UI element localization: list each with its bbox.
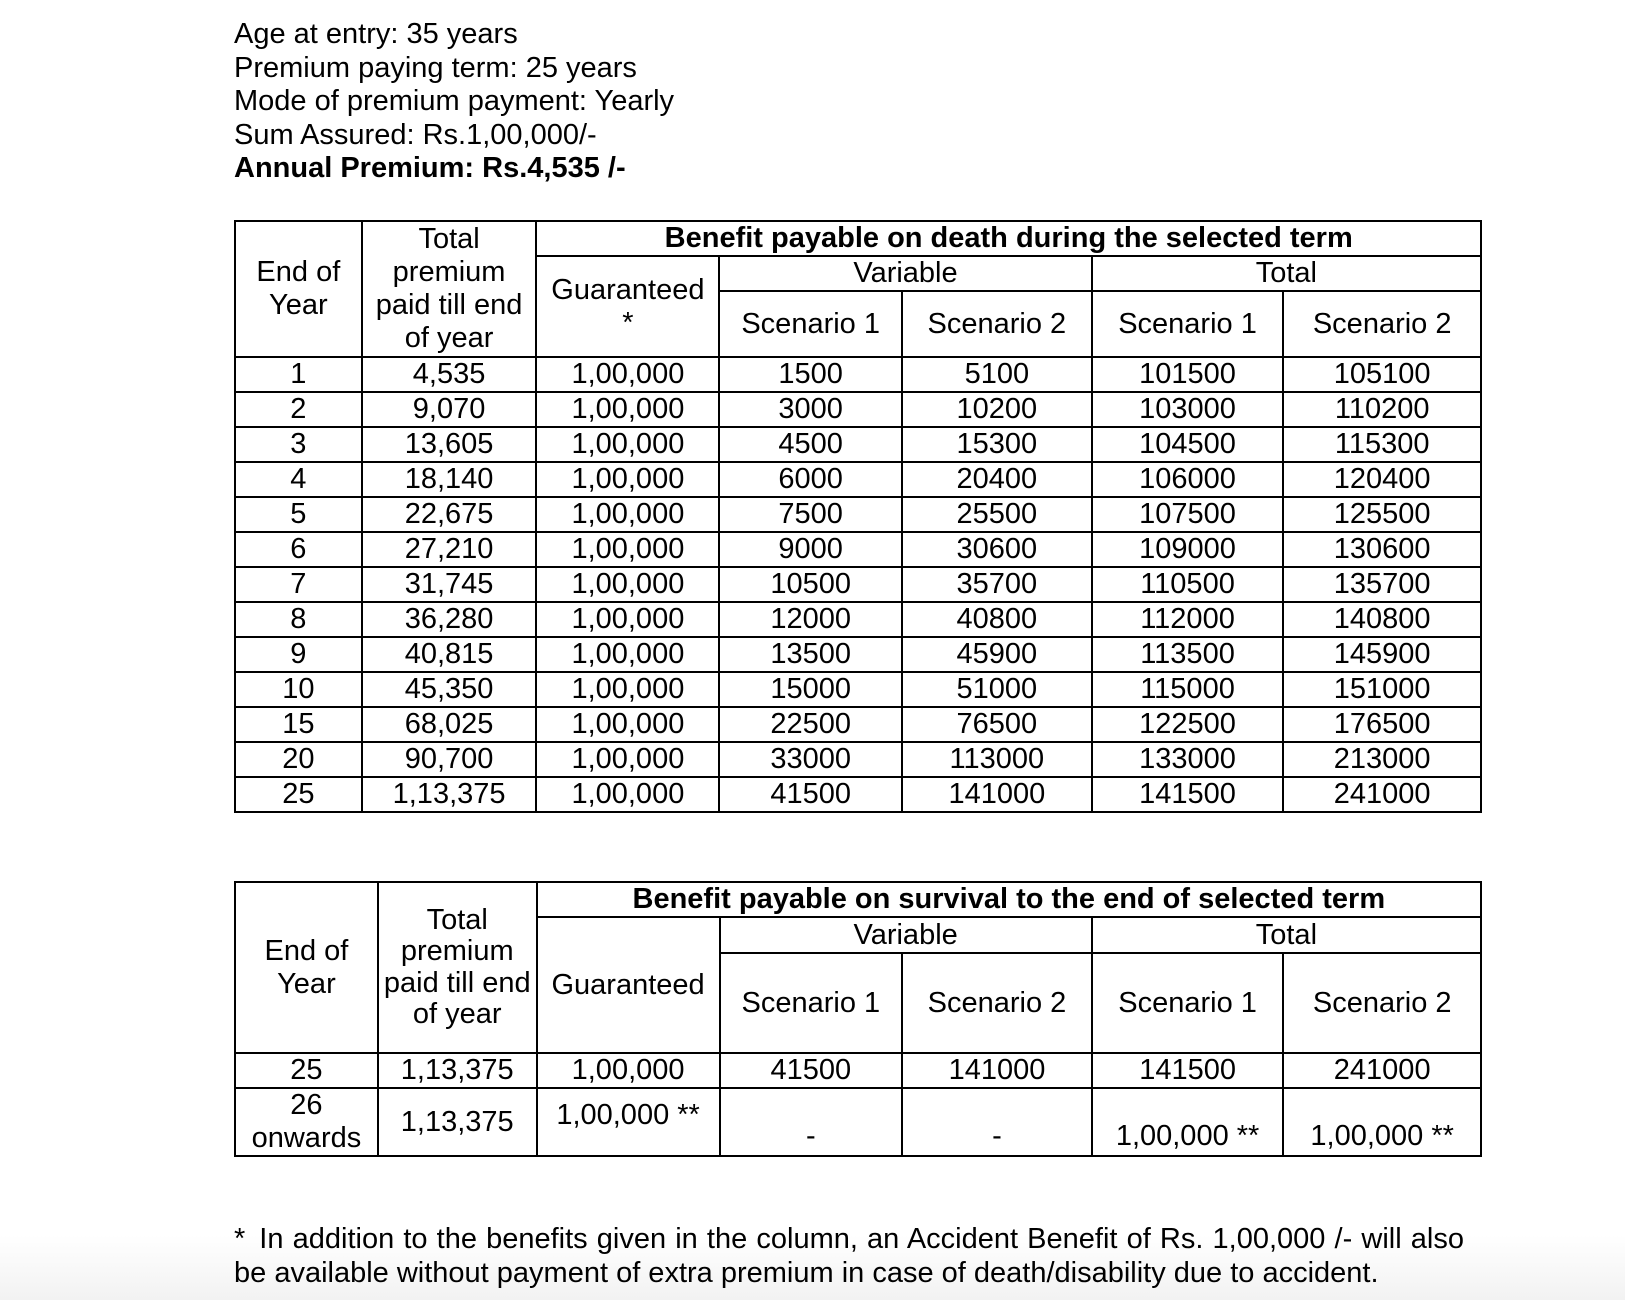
cell-total-s1: 1,00,000 **	[1092, 1088, 1284, 1156]
cell-total-s1: 112000	[1092, 602, 1284, 637]
cell-year: 10	[235, 672, 362, 707]
cell-year: 6	[235, 532, 362, 567]
cell-total-s2: 105100	[1283, 357, 1481, 392]
header-total-scenario-2: Scenario 2	[1283, 291, 1481, 357]
cell-variable-s1: -	[720, 1088, 903, 1156]
cell-variable-s1: 13500	[719, 637, 902, 672]
cell-total-s1: 106000	[1092, 462, 1284, 497]
cell-total-s1: 107500	[1092, 497, 1284, 532]
premium-paying-term: Premium paying term: 25 years	[234, 51, 637, 84]
cell-total-s1: 103000	[1092, 392, 1284, 427]
cell-guaranteed: 1,00,000	[536, 637, 719, 672]
header-end-of-year: End of Year	[235, 882, 378, 1053]
cell-year: 25	[235, 777, 362, 812]
cell-variable-s1: 1500	[719, 357, 902, 392]
cell-year: 5	[235, 497, 362, 532]
cell-premium: 1,13,375	[378, 1053, 537, 1088]
cell-total-s2: 115300	[1283, 427, 1481, 462]
cell-guaranteed: 1,00,000	[536, 707, 719, 742]
table-row	[235, 637, 1481, 672]
cell-variable-s1: 7500	[719, 497, 902, 532]
cell-year: 8	[235, 602, 362, 637]
header-total: Total	[1092, 256, 1481, 291]
header-total-scenario-1: Scenario 1	[1092, 291, 1284, 357]
cell-year: 3	[235, 427, 362, 462]
table-row	[235, 532, 1481, 567]
cell-total-s2: 145900	[1283, 637, 1481, 672]
cell-total-s1: 141500	[1092, 1053, 1284, 1088]
cell-variable-s1: 3000	[719, 392, 902, 427]
header-total-premium: Total premium paid till end of year	[362, 221, 537, 357]
cell-variable-s1: 9000	[719, 532, 902, 567]
header-variable-scenario-1: Scenario 1	[719, 291, 902, 357]
header-variable-scenario-1: Scenario 1	[720, 953, 903, 1053]
cell-guaranteed: 1,00,000	[536, 672, 719, 707]
cell-year: 25	[235, 1053, 378, 1088]
cell-variable-s2: 5100	[902, 357, 1092, 392]
death-benefit-table	[234, 220, 1482, 813]
cell-total-s1: 101500	[1092, 357, 1284, 392]
cell-variable-s2: 10200	[902, 392, 1092, 427]
policy-info	[234, 18, 674, 186]
table-row	[235, 497, 1481, 532]
cell-total-s1: 122500	[1092, 707, 1284, 742]
cell-variable-s2: 40800	[902, 602, 1092, 637]
cell-variable-s2: 25500	[902, 497, 1092, 532]
cell-total-s2: 140800	[1283, 602, 1481, 637]
cell-year: 1	[235, 357, 362, 392]
footnote-text: In addition to the benefits given in the column, an Accident Benefit of Rs. 1,00,000 /- will also be available without payment of extra premium in case of death/disability due to accident.	[234, 1223, 1464, 1289]
survival-benefit-table	[234, 881, 1482, 1157]
cell-premium: 45,350	[362, 672, 537, 707]
cell-premium: 1,13,375	[362, 777, 537, 812]
cell-total-s1: 133000	[1092, 742, 1284, 777]
cell-year: 15	[235, 707, 362, 742]
cell-year: 7	[235, 567, 362, 602]
header-variable-scenario-2: Scenario 2	[902, 291, 1092, 357]
cell-premium: 22,675	[362, 497, 537, 532]
cell-guaranteed: 1,00,000	[536, 497, 719, 532]
cell-variable-s2: 45900	[902, 637, 1092, 672]
cell-guaranteed: 1,00,000	[536, 777, 719, 812]
cell-total-s2: 241000	[1283, 777, 1481, 812]
table-row	[235, 742, 1481, 777]
header-guaranteed	[536, 256, 719, 357]
header-guaranteed: Guaranteed	[537, 917, 720, 1053]
cell-variable-s1: 15000	[719, 672, 902, 707]
cell-total-s2: 151000	[1283, 672, 1481, 707]
cell-total-s1: 110500	[1092, 567, 1284, 602]
header-total-premium: Total premium paid till end of year	[378, 882, 537, 1053]
cell-premium: 31,745	[362, 567, 537, 602]
cell-variable-s2: 20400	[902, 462, 1092, 497]
cell-guaranteed: 1,00,000	[536, 602, 719, 637]
header-end-of-year: End of Year	[235, 221, 362, 357]
cell-total-s2: 130600	[1283, 532, 1481, 567]
cell-variable-s1: 33000	[719, 742, 902, 777]
table-row	[235, 777, 1481, 812]
age-at-entry: Age at entry: 35 years	[234, 18, 518, 50]
table-row	[235, 462, 1481, 497]
cell-year: 26 onwards	[235, 1088, 378, 1156]
cell-total-s1: 115000	[1092, 672, 1284, 707]
cell-guaranteed: 1,00,000	[536, 532, 719, 567]
cell-premium: 4,535	[362, 357, 537, 392]
table-row	[235, 392, 1481, 427]
header-variable-scenario-2: Scenario 2	[902, 953, 1092, 1053]
table-row	[235, 567, 1481, 602]
asterisk-marker: *	[622, 306, 634, 339]
cell-premium: 90,700	[362, 742, 537, 777]
table-row	[235, 1053, 1481, 1088]
annual-premium: Annual Premium: Rs.4,535 /-	[234, 152, 626, 184]
cell-variable-s2: 141000	[902, 1053, 1092, 1088]
cell-total-s2: 125500	[1283, 497, 1481, 532]
cell-total-s1: 104500	[1092, 427, 1284, 462]
header-total-scenario-1: Scenario 1	[1092, 953, 1284, 1053]
cell-variable-s1: 10500	[719, 567, 902, 602]
cell-total-s2: 1,00,000 **	[1283, 1088, 1481, 1156]
cell-premium: 9,070	[362, 392, 537, 427]
table-row	[235, 602, 1481, 637]
cell-guaranteed: 1,00,000	[536, 392, 719, 427]
mode-of-payment: Mode of premium payment: Yearly	[234, 85, 675, 117]
cell-guaranteed: 1,00,000	[536, 357, 719, 392]
cell-variable-s1: 22500	[719, 707, 902, 742]
cell-variable-s2: 30600	[902, 532, 1092, 567]
header-total-scenario-2: Scenario 2	[1283, 953, 1481, 1053]
cell-premium: 13,605	[362, 427, 537, 462]
cell-guaranteed: 1,00,000	[536, 742, 719, 777]
cell-year: 4	[235, 462, 362, 497]
cell-variable-s2: 35700	[902, 567, 1092, 602]
cell-variable-s2: 15300	[902, 427, 1092, 462]
cell-variable-s1: 6000	[719, 462, 902, 497]
cell-premium: 1,13,375	[378, 1088, 537, 1156]
table-row	[235, 357, 1481, 392]
cell-variable-s2: 113000	[902, 742, 1092, 777]
footnote-marker: *	[234, 1223, 246, 1255]
cell-variable-s2: 51000	[902, 672, 1092, 707]
header-guaranteed-label: Guaranteed	[551, 273, 705, 306]
table-row	[235, 707, 1481, 742]
cell-premium: 68,025	[362, 707, 537, 742]
cell-total-s2: 110200	[1283, 392, 1481, 427]
cell-total-s1: 141500	[1092, 777, 1284, 812]
cell-variable-s1: 41500	[719, 777, 902, 812]
death-table-title: Benefit payable on death during the selected term	[536, 221, 1481, 256]
cell-total-s2: 213000	[1283, 742, 1481, 777]
header-variable: Variable	[719, 256, 1091, 291]
cell-premium: 40,815	[362, 637, 537, 672]
cell-variable-s2: -	[902, 1088, 1092, 1156]
survival-table-title: Benefit payable on survival to the end of selected term	[537, 882, 1481, 917]
cell-total-s2: 120400	[1283, 462, 1481, 497]
cell-guaranteed: 1,00,000	[537, 1053, 720, 1088]
cell-year: 2	[235, 392, 362, 427]
table-row	[235, 427, 1481, 462]
cell-premium: 27,210	[362, 532, 537, 567]
cell-total-s2: 135700	[1283, 567, 1481, 602]
header-total: Total	[1092, 917, 1481, 953]
cell-guaranteed: 1,00,000	[536, 567, 719, 602]
cell-guaranteed: 1,00,000	[536, 462, 719, 497]
cell-variable-s1: 41500	[720, 1053, 903, 1088]
cell-total-s1: 113500	[1092, 637, 1284, 672]
cell-variable-s1: 12000	[719, 602, 902, 637]
footnote	[234, 1223, 1464, 1290]
cell-total-s2: 241000	[1283, 1053, 1481, 1088]
cell-year: 20	[235, 742, 362, 777]
cell-variable-s2: 141000	[902, 777, 1092, 812]
cell-variable-s1: 4500	[719, 427, 902, 462]
cell-premium: 36,280	[362, 602, 537, 637]
table-row	[235, 1088, 1481, 1156]
cell-year: 9	[235, 637, 362, 672]
header-variable: Variable	[720, 917, 1092, 953]
cell-variable-s2: 76500	[902, 707, 1092, 742]
cell-premium: 18,140	[362, 462, 537, 497]
table-row	[235, 672, 1481, 707]
cell-guaranteed: 1,00,000 **	[537, 1088, 720, 1156]
cell-total-s1: 109000	[1092, 532, 1284, 567]
sum-assured: Sum Assured: Rs.1,00,000/-	[234, 118, 597, 151]
cell-total-s2: 176500	[1283, 707, 1481, 742]
cell-guaranteed: 1,00,000	[536, 427, 719, 462]
